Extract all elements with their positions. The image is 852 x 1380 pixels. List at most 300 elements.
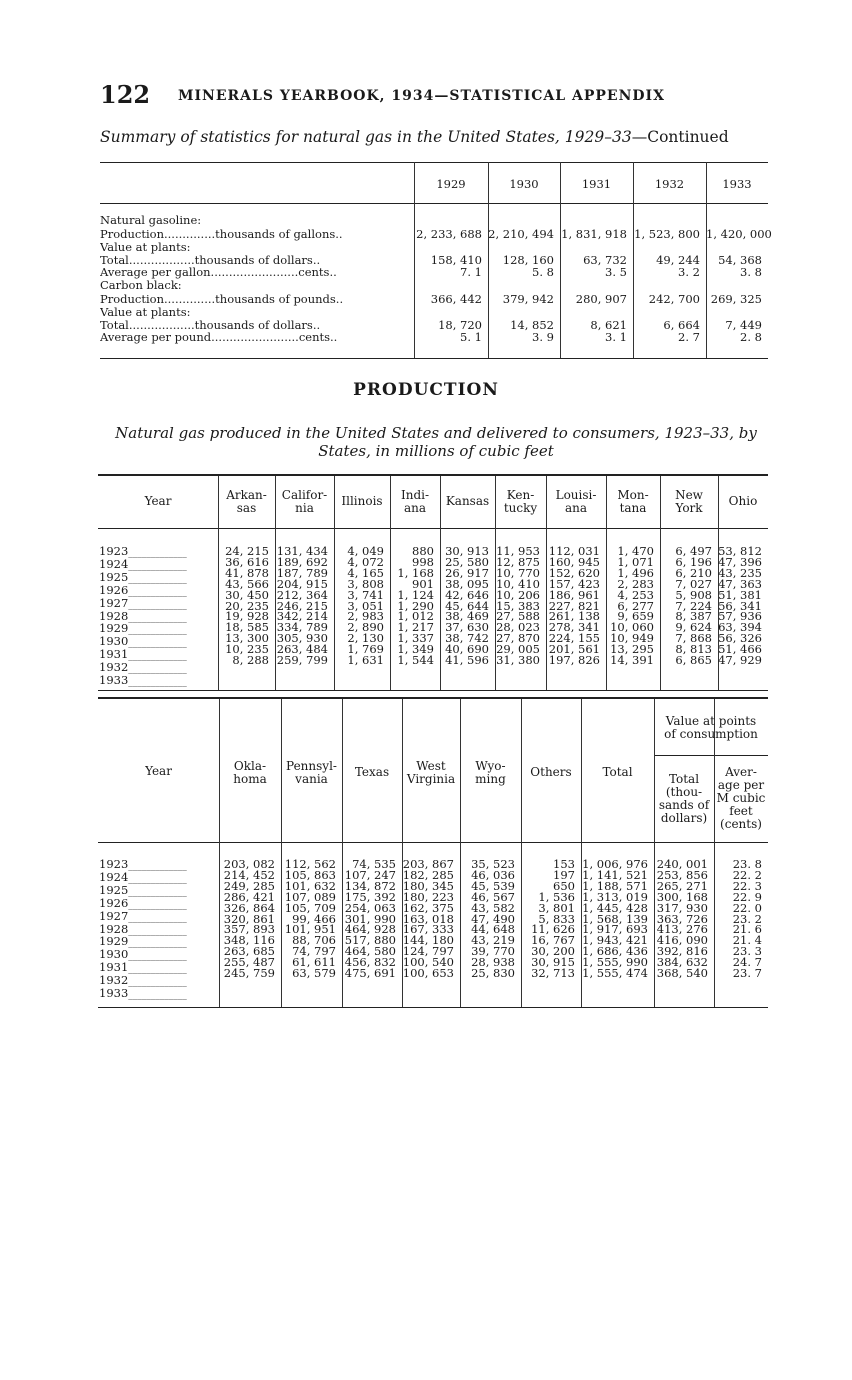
prod1-col-header-line: nia: [295, 501, 314, 515]
prod1-year-header: Year: [144, 494, 172, 508]
prod1-data-cell: 160, 945: [548, 554, 600, 569]
prod1-data-cell: 1, 496: [617, 565, 654, 580]
prod1-data-cell: 8, 387: [675, 609, 712, 624]
summary-cell: 14, 852: [510, 318, 554, 332]
summary-year-header: 1932: [654, 177, 685, 191]
prod2-data-cell: 99, 466: [292, 911, 336, 926]
summary-row-label: Production..............thousands of pounds..: [100, 293, 344, 306]
prod1-data-cell: 29, 005: [496, 642, 540, 657]
prod2-data-cell: 74, 797: [292, 944, 336, 959]
prod1-data-cell: 880: [412, 544, 434, 558]
prod2-data-cell: 3, 801: [538, 900, 575, 915]
summary-year-header: 1930: [509, 177, 539, 191]
prod1-col-header-line: Kansas: [445, 494, 490, 508]
prod1-data-cell: 43, 566: [225, 576, 269, 591]
prod2-data-cell: 28, 938: [471, 955, 515, 970]
prod1-data-cell: 197, 826: [548, 653, 600, 668]
prod1-data-cell: 334, 789: [276, 620, 328, 635]
summary-row-label: Natural gasoline:: [100, 214, 202, 227]
prod2-bottom-rule: [98, 1007, 768, 1008]
prod2-data-cell: 101, 951: [284, 922, 336, 937]
prod2-col-header-line: sands of: [658, 798, 710, 812]
prod1-data-cell: 8, 813: [675, 642, 712, 657]
prod2-data-cell: 11, 626: [531, 922, 575, 937]
prod2-col-header-line: ming: [475, 772, 506, 786]
prod2-col-header: [281, 760, 342, 786]
leader-dots: _____________: [128, 677, 187, 688]
summary-cell: 379, 942: [502, 292, 554, 306]
summary-cell: 49, 244: [656, 253, 700, 267]
prod2-year-header: Year: [145, 764, 172, 778]
prod2-data-cell: 16, 767: [531, 933, 575, 948]
summary-row-label: Average per gallon........................cents..: [100, 266, 337, 279]
prod1-data-cell: 51, 381: [718, 587, 762, 602]
leader-dots: _____________: [128, 548, 187, 558]
prod1-data-cell: 42, 646: [445, 587, 489, 602]
prod2-data-cell: 74, 535: [352, 857, 396, 871]
prod1-data-col: [546, 546, 600, 666]
year-text: 1929: [99, 621, 129, 636]
prod1-data-cell: 1, 544: [397, 653, 434, 668]
prod1-data-cell: 63, 394: [718, 620, 762, 635]
prod2-data-cell: 61, 611: [292, 955, 336, 970]
leader-dots: _____________: [128, 938, 187, 949]
prod2-data-cell: 1, 006, 976: [582, 857, 648, 871]
prod1-data-cell: 26, 917: [445, 565, 489, 580]
prod2-col-header-line: Okla-: [233, 759, 267, 773]
prod1-data-cell: 1, 012: [397, 609, 434, 624]
prod1-data-cell: 4, 049: [347, 544, 384, 558]
prod1-data-cell: 157, 423: [548, 576, 600, 591]
prod2-data-cell: 105, 709: [284, 900, 336, 915]
prod2-data-cell: 1, 943, 421: [582, 933, 648, 948]
year-text: 1924: [99, 869, 129, 884]
prod2-col-header: [342, 766, 402, 779]
prod2-data-cell: 413, 276: [656, 922, 708, 937]
summary-cell: 2, 233, 688: [416, 227, 482, 241]
prod2-data-cell: 357, 893: [223, 922, 275, 937]
year-text: 1925: [99, 569, 129, 584]
prod2-data-cell: 263, 685: [223, 944, 275, 959]
prod1-col-header-line: Ohio: [728, 494, 758, 508]
leader-dots: _____________: [128, 912, 187, 923]
prod2-value-group-header-line: of consumption: [664, 727, 758, 741]
prod1-data-cell: 10, 949: [610, 631, 654, 646]
prod2-data-col: [521, 859, 575, 979]
prod2-data-cell: 22. 3: [732, 878, 762, 893]
prod1-data-cell: 2, 983: [347, 609, 384, 624]
prod1-data-cell: 261, 138: [548, 609, 600, 624]
prod2-data-cell: 107, 089: [284, 889, 336, 904]
prod2-data-cell: 163, 018: [402, 911, 454, 926]
prod2-data-cell: 44, 648: [471, 922, 515, 937]
summary-header-rule: [100, 203, 768, 204]
leader-dots: _____________: [128, 861, 187, 871]
prod1-data-cell: 305, 930: [276, 631, 328, 646]
prod1-col-header-line: Illinois: [341, 494, 383, 508]
prod2-data-cell: 46, 567: [471, 889, 515, 904]
prod1-data-cell: 7, 027: [675, 576, 712, 591]
year-text: 1932: [99, 660, 129, 675]
summary-cell: 3. 1: [605, 330, 627, 344]
prod2-data-cell: 1, 141, 521: [582, 867, 648, 882]
summary-caption-continued: —Continued: [631, 128, 729, 146]
production-caption-line1: Natural gas produced in the United States and delivered to consumers, 1923–33, by: [115, 424, 757, 442]
prod1-years: [99, 546, 215, 688]
leader-dots: _____________: [128, 599, 187, 610]
leader-dots: _____________: [128, 873, 187, 884]
year-text: 1926: [99, 582, 129, 597]
summary-cell: 54, 368: [718, 253, 762, 267]
prod2-top-rule: [98, 697, 768, 699]
leader-dots: _____________: [128, 990, 187, 1001]
summary-cell: 5. 8: [532, 265, 554, 279]
prod1-data-cell: 15, 383: [496, 598, 540, 613]
prod1-col-header: [275, 489, 334, 515]
summary-row-label: Total..................thousands of dollars..: [100, 319, 321, 332]
prod2-data-cell: 21. 4: [732, 933, 762, 948]
prod1-data-cell: 3, 808: [347, 576, 384, 591]
prod1-data-cell: 112, 031: [548, 544, 600, 558]
prod2-data-cell: 32, 713: [531, 966, 575, 981]
prod1-data-cell: 38, 742: [445, 631, 489, 646]
prod1-year-cell: [99, 675, 215, 688]
prod1-data-cell: 19, 928: [225, 609, 269, 624]
production-heading: PRODUCTION: [353, 380, 499, 400]
prod2-col-header-line: (cents): [720, 817, 762, 831]
prod1-data-cell: 901: [412, 576, 434, 591]
prod1-data-cell: 6, 497: [675, 544, 712, 558]
prod1-data-cell: 9, 624: [675, 620, 712, 635]
leader-dots: _____________: [128, 638, 187, 649]
prod2-col-header-line: feet: [729, 804, 753, 818]
prod2-col-header-line: West: [416, 759, 446, 773]
prod2-data-cell: 348, 116: [223, 933, 275, 948]
year-text: 1933: [99, 986, 129, 1001]
prod1-data-cell: 201, 561: [548, 642, 600, 657]
year-text: 1929: [99, 934, 129, 949]
prod1-data-cell: 1, 769: [347, 642, 384, 657]
prod2-data-cell: 144, 180: [402, 933, 454, 948]
prod2-data-cell: 107, 247: [344, 867, 396, 882]
prod1-data-cell: 263, 484: [276, 642, 328, 657]
prod1-data-cell: 342, 214: [276, 609, 328, 624]
prod2-data-cell: 105, 863: [284, 867, 336, 882]
prod2-value-group-header-line: Value at points: [665, 714, 757, 728]
leader-dots: _____________: [128, 560, 187, 571]
prod2-data-cell: 203, 082: [223, 857, 275, 871]
prod1-data-cell: 38, 095: [445, 576, 489, 591]
prod1-data-cell: 41, 596: [445, 653, 489, 668]
summary-row-label: Value at plants:: [100, 241, 191, 254]
prod2-data-cell: 203, 867: [402, 857, 454, 871]
prod1-data-cell: 27, 588: [496, 609, 540, 624]
prod1-data-cell: 18, 585: [225, 620, 269, 635]
prod2-data-cell: 35, 523: [471, 857, 515, 871]
prod2-data-cell: 650: [553, 878, 575, 893]
prod1-data-col: [495, 546, 540, 666]
prod2-data-col: [460, 859, 515, 979]
summary-cell: 5. 1: [460, 330, 482, 344]
year-text: 1930: [99, 947, 129, 962]
production-caption: [100, 424, 772, 460]
prod1-data-cell: 7, 224: [675, 598, 712, 613]
prod2-data-cell: 45, 539: [471, 878, 515, 893]
prod1-data-cell: 10, 770: [496, 565, 540, 580]
prod2-data-cell: 175, 392: [344, 889, 396, 904]
prod2-data-cell: 363, 726: [656, 911, 708, 926]
prod1-data-cell: 24, 215: [225, 544, 269, 558]
prod1-col-header-line: Louisi-: [555, 488, 597, 502]
prod1-data-cell: 2, 130: [347, 631, 384, 646]
prod1-data-cell: 1, 168: [397, 565, 434, 580]
prod2-data-cell: 124, 797: [402, 944, 454, 959]
prod2-data-cell: 214, 452: [223, 867, 275, 882]
summary-year-header: 1929: [436, 177, 466, 191]
summary-caption-text: Summary of statistics for natural gas in the United States, 1929–33: [100, 128, 632, 146]
summary-cell: 2. 8: [740, 330, 762, 344]
prod1-data-cell: 57, 936: [718, 609, 762, 624]
prod2-data-cell: 22. 2: [732, 867, 762, 882]
prod2-data-cell: 1, 536: [538, 889, 575, 904]
prod1-data-cell: 1, 290: [397, 598, 434, 613]
prod1-data-cell: 5, 908: [675, 587, 712, 602]
prod2-data-cell: 464, 580: [344, 944, 396, 959]
prod2-data-cell: 100, 653: [402, 966, 454, 981]
summary-row-label: Production..............thousands of gallons..: [100, 228, 343, 241]
prod1-data-cell: 12, 875: [496, 554, 540, 569]
prod1-data-cell: 38, 469: [445, 609, 489, 624]
prod1-data-cell: 53, 812: [718, 544, 762, 558]
prod2-col-header: [460, 760, 521, 786]
prod2-data-cell: 317, 930: [656, 900, 708, 915]
summary-cell: 158, 410: [430, 253, 482, 267]
prod1-data-cell: 2, 283: [617, 576, 654, 591]
leader-dots: _____________: [128, 586, 187, 597]
year-text: 1928: [99, 921, 129, 936]
prod1-col-header-line: sas: [236, 501, 257, 515]
prod2-data-cell: 464, 928: [344, 922, 396, 937]
summary-cell: 3. 2: [678, 265, 700, 279]
prod1-data-cell: 227, 821: [548, 598, 600, 613]
prod2-col-header: [219, 760, 281, 786]
prod2-col-header-line: M cubic: [716, 791, 766, 805]
prod1-col-header: [660, 489, 718, 515]
summary-bottom-rule: [100, 358, 768, 359]
prod1-data-cell: 278, 341: [548, 620, 600, 635]
prod2-data-cell: 320, 861: [223, 911, 275, 926]
prod2-data-cell: 255, 487: [223, 955, 275, 970]
prod2-data-cell: 1, 568, 139: [582, 911, 648, 926]
summary-cell: 63, 732: [583, 253, 627, 267]
summary-row-label: Value at plants:: [100, 306, 191, 319]
prod1-data-col: [218, 546, 269, 666]
summary-row-label: Carbon black:: [100, 279, 182, 292]
prod1-data-cell: 1, 217: [397, 620, 434, 635]
prod2-data-cell: 517, 880: [344, 933, 396, 948]
prod2-data-cell: 1, 555, 474: [582, 966, 648, 981]
summary-cell: 128, 160: [502, 253, 554, 267]
prod1-data-cell: 212, 364: [276, 587, 328, 602]
prod1-data-cell: 41, 878: [225, 565, 269, 580]
prod2-data-col: [342, 859, 396, 979]
prod1-data-cell: 152, 620: [548, 565, 600, 580]
summary-row-label: Total..................thousands of dollars..: [100, 254, 321, 267]
prod2-data-cell: 23. 8: [732, 857, 762, 871]
summary-caption: [100, 128, 772, 146]
prod2-data-cell: 21. 6: [732, 922, 762, 937]
summary-cell: 366, 442: [430, 292, 482, 306]
prod1-data-cell: 13, 295: [610, 642, 654, 657]
leader-dots: _____________: [128, 664, 187, 675]
prod2-col-header: [654, 773, 714, 825]
prod2-data-cell: 240, 001: [656, 857, 708, 871]
prod2-data-cell: 43, 219: [471, 933, 515, 948]
prod2-data-cell: 23. 3: [732, 944, 762, 959]
summary-cell: 2, 210, 494: [488, 227, 554, 241]
prod1-data-cell: 47, 396: [718, 554, 762, 569]
prod1-data-cell: 4, 072: [347, 554, 384, 569]
prod2-data-cell: 456, 832: [344, 955, 396, 970]
prod2-header-rule: [98, 842, 768, 843]
prod2-data-cell: 134, 872: [344, 878, 396, 893]
prod2-data-col: [581, 859, 648, 979]
prod1-col-header: [334, 495, 390, 508]
prod1-data-cell: 51, 466: [718, 642, 762, 657]
prod1-data-cell: 6, 865: [675, 653, 712, 668]
prod1-data-cell: 11, 953: [496, 544, 540, 558]
prod1-col-header-line: ana: [403, 501, 427, 515]
prod1-data-cell: 246, 215: [276, 598, 328, 613]
prod1-col-header-line: Ken-: [506, 488, 535, 502]
prod1-data-cell: 204, 915: [276, 576, 328, 591]
prod1-data-cell: 1, 337: [397, 631, 434, 646]
prod2-data-cell: 88, 706: [292, 933, 336, 948]
prod2-data-col: [281, 859, 336, 979]
prod1-col-header-line: Califor-: [281, 488, 328, 502]
summary-cell: 7. 1: [460, 265, 482, 279]
prod1-col-header-line: tucky: [503, 501, 538, 515]
summary-cell: 1, 831, 918: [561, 227, 627, 241]
year-text: 1927: [99, 908, 129, 923]
prod1-data-cell: 186, 961: [548, 587, 600, 602]
prod2-data-cell: 39, 770: [471, 944, 515, 959]
prod1-data-cell: 224, 155: [548, 631, 600, 646]
summary-cell: 280, 907: [575, 292, 627, 306]
prod1-col-header-line: tana: [619, 501, 647, 515]
prod1-data-cell: 4, 253: [617, 587, 654, 602]
prod2-data-col: [219, 859, 275, 979]
prod1-col-header: [495, 489, 546, 515]
prod2-data-cell: 22. 9: [732, 889, 762, 904]
prod1-data-cell: 6, 277: [617, 598, 654, 613]
prod1-top-rule: [98, 474, 768, 476]
prod1-data-cell: 1, 470: [617, 544, 654, 558]
prod1-data-cell: 14, 391: [610, 653, 654, 668]
prod2-data-cell: 300, 168: [656, 889, 708, 904]
summary-cell: 6, 664: [663, 318, 700, 332]
prod1-data-cell: 56, 326: [718, 631, 762, 646]
summary-year-header: 1933: [722, 177, 752, 191]
summary-cell: 269, 325: [710, 292, 762, 306]
summary-row-label: Average per pound........................cents..: [100, 331, 338, 344]
prod1-col-header: [546, 489, 606, 515]
prod1-col-header: [440, 495, 495, 508]
production-caption-line2: States, in millions of cubic feet: [318, 442, 554, 460]
prod2-data-cell: 30, 915: [531, 955, 575, 970]
prod1-col-header: [606, 489, 660, 515]
prod2-data-cell: 47, 490: [471, 911, 515, 926]
prod2-data-cell: 1, 445, 428: [582, 900, 648, 915]
leader-dots: _____________: [128, 612, 187, 623]
prod1-data-cell: 7, 868: [675, 631, 712, 646]
prod1-data-cell: 3, 741: [347, 587, 384, 602]
prod2-data-cell: 63, 579: [292, 966, 336, 981]
running-title: MINERALS YEARBOOK, 1934—STATISTICAL APPENDIX: [178, 88, 665, 104]
year-text: 1926: [99, 895, 129, 910]
prod2-data-cell: 23. 7: [732, 966, 762, 981]
prod1-data-col: [390, 546, 434, 666]
prod1-data-col: [660, 546, 712, 666]
prod1-data-cell: 10, 235: [225, 642, 269, 657]
prod1-data-col: [606, 546, 654, 666]
prod1-data-cell: 4, 165: [347, 565, 384, 580]
prod2-value-group-header: [654, 715, 768, 741]
year-text: 1927: [99, 595, 129, 610]
prod1-data-cell: 56, 341: [718, 598, 762, 613]
year-text: 1930: [99, 634, 129, 649]
summary-cell: 2. 7: [678, 330, 700, 344]
prod2-col-header-line: Others: [530, 765, 572, 779]
prod1-data-cell: 10, 206: [496, 587, 540, 602]
summary-cell: 7, 449: [725, 318, 762, 332]
prod1-data-cell: 6, 196: [675, 554, 712, 569]
prod1-data-col: [440, 546, 489, 666]
prod1-data-cell: 1, 071: [617, 554, 654, 569]
prod2-data-cell: 25, 830: [471, 966, 515, 981]
prod1-data-cell: 10, 060: [610, 620, 654, 635]
prod1-data-cell: 31, 380: [496, 653, 540, 668]
prod2-data-cell: 265, 271: [656, 878, 708, 893]
prod2-col-header: [402, 760, 460, 786]
prod1-data-cell: 47, 929: [718, 653, 762, 668]
prod2-data-cell: 368, 540: [656, 966, 708, 981]
leader-dots: _____________: [128, 899, 187, 910]
prod2-data-cell: 384, 632: [656, 955, 708, 970]
summary-cell: 1, 523, 800: [634, 227, 700, 241]
prod2-data-cell: 182, 285: [402, 867, 454, 882]
prod2-col-header: [521, 766, 581, 779]
year-text: 1923: [99, 544, 129, 558]
summary-cell: 1, 420, 000: [706, 227, 772, 241]
prod1-data-cell: 131, 434: [276, 544, 328, 558]
prod2-col-header: [581, 766, 654, 779]
prod2-data-col: [402, 859, 454, 979]
leader-dots: _____________: [128, 951, 187, 962]
year-text: 1924: [99, 556, 129, 571]
prod1-data-cell: 36, 616: [225, 554, 269, 569]
prod1-data-cell: 47, 363: [718, 576, 762, 591]
prod1-data-cell: 25, 580: [445, 554, 489, 569]
prod2-data-cell: 475, 691: [344, 966, 396, 981]
year-text: 1931: [99, 647, 129, 662]
page-number: 122: [100, 80, 151, 109]
prod2-data-cell: 112, 562: [284, 857, 336, 871]
summary-cell: 3. 8: [740, 265, 762, 279]
prod1-data-col: [334, 546, 384, 666]
prod2-col-header-line: Pennsyl-: [286, 759, 337, 773]
leader-dots: _____________: [128, 651, 187, 662]
